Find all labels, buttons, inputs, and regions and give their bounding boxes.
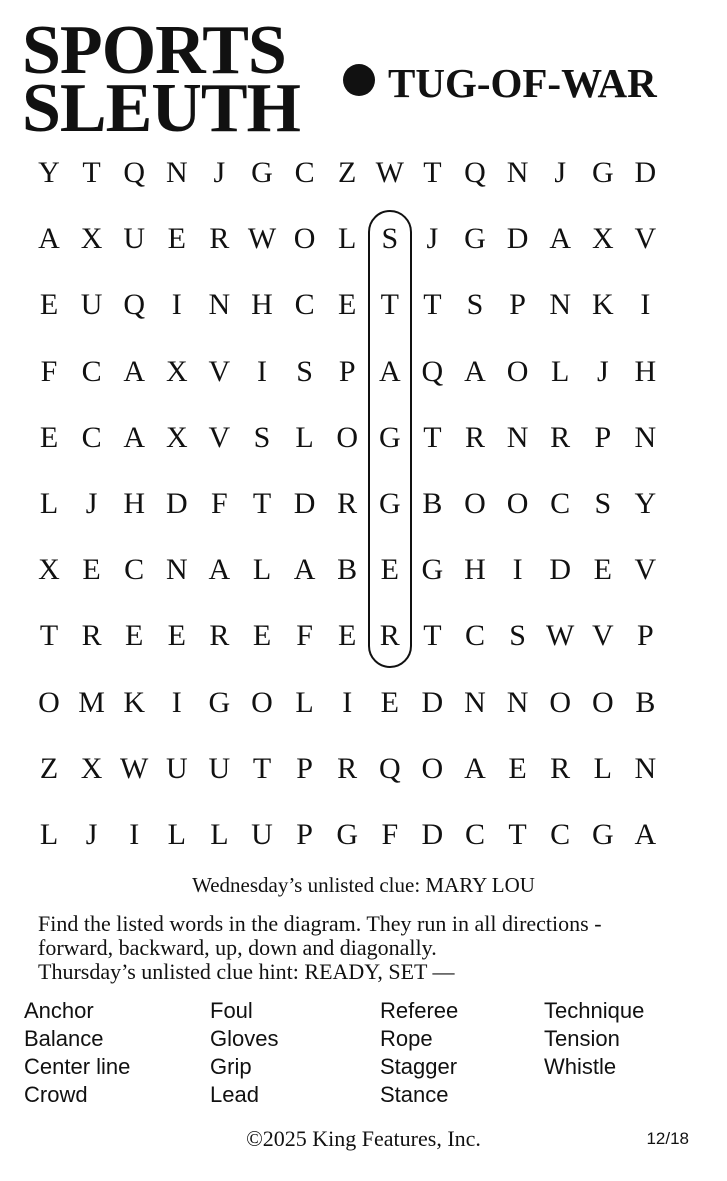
- grid-cell: D: [165, 487, 188, 520]
- grid-cell: M: [78, 685, 105, 719]
- grid-cell: G: [421, 553, 444, 587]
- grid-cell: C: [81, 420, 102, 454]
- grid-cell: C: [550, 487, 571, 520]
- grid-cell: G: [208, 685, 231, 719]
- word-list-item: Referee: [380, 998, 459, 1023]
- grid-cell: O: [464, 487, 486, 520]
- grid-cell: L: [39, 487, 59, 520]
- grid-cell: T: [423, 288, 442, 322]
- grid-cell: G: [378, 420, 401, 454]
- grid-cell: T: [423, 619, 442, 653]
- grid-cell: H: [123, 487, 146, 520]
- instructions-line-2: forward, backward, up, down and diagonally.: [38, 935, 437, 960]
- grid-cell: T: [423, 420, 442, 454]
- grid-cell: T: [82, 156, 101, 189]
- grid-cell: O: [38, 685, 60, 719]
- grid-cell: U: [80, 288, 103, 322]
- grid-cell: L: [551, 354, 570, 388]
- grid-cell: P: [509, 288, 526, 322]
- grid-cell: T: [252, 751, 272, 785]
- grid-cell: N: [549, 288, 572, 322]
- grid-cell: K: [591, 288, 614, 322]
- grid-cell: D: [634, 156, 657, 189]
- grid-cell: C: [124, 553, 145, 587]
- grid-cell: O: [506, 487, 529, 520]
- grid-cell: N: [634, 751, 657, 785]
- grid-cell: E: [82, 553, 101, 587]
- grid-cell: R: [81, 619, 102, 653]
- grid-cell: Q: [123, 156, 146, 189]
- grid-cell: P: [296, 818, 313, 851]
- grid-cell: L: [295, 420, 314, 454]
- grid-cell: E: [508, 751, 527, 785]
- grid-cell: V: [208, 354, 231, 388]
- word-list-item: Rope: [380, 1026, 433, 1051]
- grid-cell: V: [634, 553, 657, 587]
- grid-cell: G: [464, 222, 486, 256]
- grid-cell: C: [81, 354, 102, 388]
- grid-cell: N: [165, 156, 188, 189]
- grid-cell: L: [338, 222, 357, 256]
- word-list-item: Whistle: [544, 1054, 617, 1079]
- grid-cell: Z: [338, 156, 357, 189]
- grid-cell: U: [123, 222, 146, 256]
- word-list-item: Stagger: [380, 1054, 458, 1079]
- grid-cell: N: [208, 288, 231, 322]
- grid-cell: X: [165, 354, 188, 388]
- grid-cell: D: [549, 553, 572, 587]
- grid-cell: X: [165, 420, 188, 454]
- bullet-icon: [343, 64, 375, 96]
- title-line-1: SPORTS: [22, 12, 286, 89]
- puzzle-title: [22, 12, 300, 147]
- grid-cell: E: [167, 619, 186, 653]
- grid-cell: S: [509, 619, 526, 653]
- grid-cell: A: [464, 354, 486, 388]
- grid-cell: S: [296, 354, 313, 388]
- grid-cell: I: [257, 354, 267, 388]
- grid-cell: C: [464, 619, 485, 653]
- grid-cell: P: [637, 619, 654, 653]
- grid-cell: Q: [421, 354, 444, 388]
- grid-cell: E: [338, 619, 357, 653]
- word-list-item: Stance: [380, 1082, 449, 1107]
- instructions: [38, 912, 678, 984]
- grid-cell: W: [546, 619, 575, 653]
- word-list-item: Grip: [210, 1054, 252, 1079]
- grid-cell: V: [634, 222, 657, 256]
- grid-cell: O: [421, 751, 444, 785]
- grid-cell: A: [38, 222, 60, 256]
- grid-cell: R: [550, 420, 571, 454]
- puzzle-subtitle: TUG-OF-WAR: [388, 60, 657, 106]
- grid-cell: E: [338, 288, 357, 322]
- grid-cell: N: [506, 156, 529, 189]
- word-list-item: Gloves: [210, 1026, 279, 1051]
- grid-cell: V: [591, 619, 614, 653]
- grid-cell: O: [549, 685, 572, 719]
- word-list-item: Crowd: [24, 1082, 88, 1107]
- grid-cell: E: [39, 288, 59, 322]
- grid-cell: P: [594, 420, 612, 454]
- grid-cell: P: [296, 751, 313, 785]
- word-list-item: Lead: [210, 1082, 259, 1107]
- grid-cell: U: [165, 751, 188, 785]
- unlisted-clue: Wednesday’s unlisted clue: MARY LOU: [192, 873, 535, 897]
- grid-cell: D: [421, 818, 444, 851]
- instructions-line-3: Thursday’s unlisted clue hint: READY, SET —: [38, 959, 455, 984]
- grid-cell: B: [635, 685, 656, 719]
- grid-cell: J: [213, 156, 226, 189]
- grid-cell: R: [550, 751, 571, 785]
- grid-cell: G: [251, 156, 273, 189]
- grid-cell: N: [634, 420, 657, 454]
- grid-cell: X: [38, 553, 60, 587]
- grid-cell: T: [252, 487, 272, 520]
- word-column: [210, 997, 278, 1109]
- grid-cell: R: [337, 487, 358, 520]
- grid-cell: O: [293, 222, 316, 256]
- grid-cell: J: [85, 487, 98, 520]
- grid-cell: Y: [634, 487, 657, 520]
- grid-cell: H: [251, 288, 273, 322]
- word-list-item: Foul: [210, 998, 253, 1023]
- grid-cell: Y: [38, 156, 60, 189]
- grid-cell: O: [591, 685, 614, 719]
- grid-cell: N: [464, 685, 486, 719]
- grid-cell: R: [337, 751, 358, 785]
- grid-cell: H: [634, 354, 657, 388]
- grid-cell: L: [593, 751, 612, 785]
- grid-cell: D: [293, 487, 316, 520]
- grid-cell: T: [380, 288, 399, 322]
- grid-cell: F: [381, 818, 399, 851]
- grid-cell: G: [591, 818, 614, 851]
- grid-cell: O: [506, 354, 529, 388]
- grid-cell: G: [336, 818, 359, 851]
- grid-cell: S: [253, 420, 271, 454]
- grid-cell: V: [208, 420, 231, 454]
- puzzle-date: 12/18: [646, 1129, 689, 1148]
- grid-cell: A: [208, 553, 231, 587]
- grid-cell: B: [422, 487, 443, 520]
- grid-cell: F: [40, 354, 58, 388]
- grid-cell: J: [85, 818, 98, 851]
- grid-cell: W: [247, 222, 277, 256]
- title-line-2: SLEUTH: [22, 70, 300, 147]
- grid-cell: R: [209, 222, 230, 256]
- word-column: [24, 997, 130, 1109]
- grid-cell: X: [80, 222, 103, 256]
- grid-cell: R: [379, 619, 400, 653]
- grid-cell: N: [506, 420, 529, 454]
- grid-cell: I: [129, 818, 140, 851]
- grid-cell: E: [125, 619, 144, 653]
- grid-cell: E: [380, 685, 399, 719]
- word-list-item: Center line: [24, 1054, 131, 1079]
- word-list-item: Tension: [544, 1026, 620, 1051]
- grid-cell: I: [342, 685, 353, 719]
- grid-cell: C: [550, 818, 571, 851]
- word-list-item: Balance: [24, 1026, 104, 1051]
- grid-cell: A: [634, 818, 657, 851]
- grid-cell: D: [506, 222, 529, 256]
- grid-cell: E: [39, 420, 59, 454]
- grid-cell: A: [378, 354, 401, 388]
- grid-cell: A: [293, 553, 316, 587]
- grid-cell: F: [296, 619, 313, 653]
- grid-cell: X: [80, 751, 103, 785]
- grid-cell: S: [466, 288, 484, 322]
- word-list-item: Anchor: [24, 998, 94, 1023]
- grid-cell: T: [508, 818, 527, 851]
- grid-cell: A: [549, 222, 572, 256]
- grid-cell: L: [252, 553, 272, 587]
- word-column: [544, 997, 644, 1081]
- grid-cell: U: [251, 818, 273, 851]
- grid-cell: S: [594, 487, 612, 520]
- grid-cell: Q: [464, 156, 486, 189]
- grid-cell: T: [39, 619, 59, 653]
- grid-cell: S: [381, 222, 399, 256]
- grid-cell: I: [640, 288, 651, 322]
- grid-cell: D: [421, 685, 444, 719]
- word-column: [380, 997, 458, 1109]
- grid-cell: A: [464, 751, 486, 785]
- copyright: ©2025 King Features, Inc.: [246, 1126, 481, 1151]
- grid-cell: G: [591, 156, 614, 189]
- grid-cell: C: [464, 818, 485, 851]
- grid-cell: O: [251, 685, 273, 719]
- grid-cell: L: [39, 818, 59, 851]
- grid-cell: E: [380, 553, 399, 587]
- grid-cell: H: [464, 553, 486, 587]
- grid-cell: O: [336, 420, 359, 454]
- grid-cell: T: [423, 156, 442, 189]
- grid-cell: A: [123, 420, 146, 454]
- grid-cell: C: [294, 156, 315, 189]
- grid-cell: I: [171, 685, 182, 719]
- grid-cell: X: [591, 222, 614, 256]
- found-word-circle: [368, 210, 413, 667]
- grid-cell: R: [209, 619, 230, 653]
- grid-cell: U: [208, 751, 231, 785]
- grid-cell: J: [554, 156, 567, 189]
- grid-cell: E: [593, 553, 612, 587]
- grid-cell: W: [120, 751, 149, 785]
- grid-cell: J: [426, 222, 439, 256]
- grid-cell: E: [167, 222, 186, 256]
- grid-cell: J: [596, 354, 609, 388]
- grid-cell: Z: [39, 751, 59, 785]
- grid-cell: G: [378, 487, 401, 520]
- word-list-item: Technique: [544, 998, 645, 1023]
- grid-cell: R: [464, 420, 485, 454]
- grid-cell: N: [165, 553, 188, 587]
- grid-cell: K: [123, 685, 146, 719]
- grid-cell: L: [295, 685, 314, 719]
- grid-cell: I: [171, 288, 182, 322]
- grid-cell: N: [506, 685, 529, 719]
- grid-cell: L: [167, 818, 186, 851]
- grid-cell: P: [338, 354, 356, 388]
- grid-cell: F: [211, 487, 228, 520]
- grid-cell: L: [210, 818, 229, 851]
- grid-cell: C: [294, 288, 315, 322]
- instructions-line-1: Find the listed words in the diagram. They run in all directions -: [38, 911, 602, 936]
- grid-cell: E: [252, 619, 272, 653]
- grid-cell: Q: [123, 288, 146, 322]
- grid-cell: Q: [378, 751, 401, 785]
- grid-cell: W: [375, 156, 404, 189]
- grid-cell: I: [512, 553, 523, 587]
- grid-cell: B: [337, 553, 358, 587]
- grid-cell: A: [123, 354, 146, 388]
